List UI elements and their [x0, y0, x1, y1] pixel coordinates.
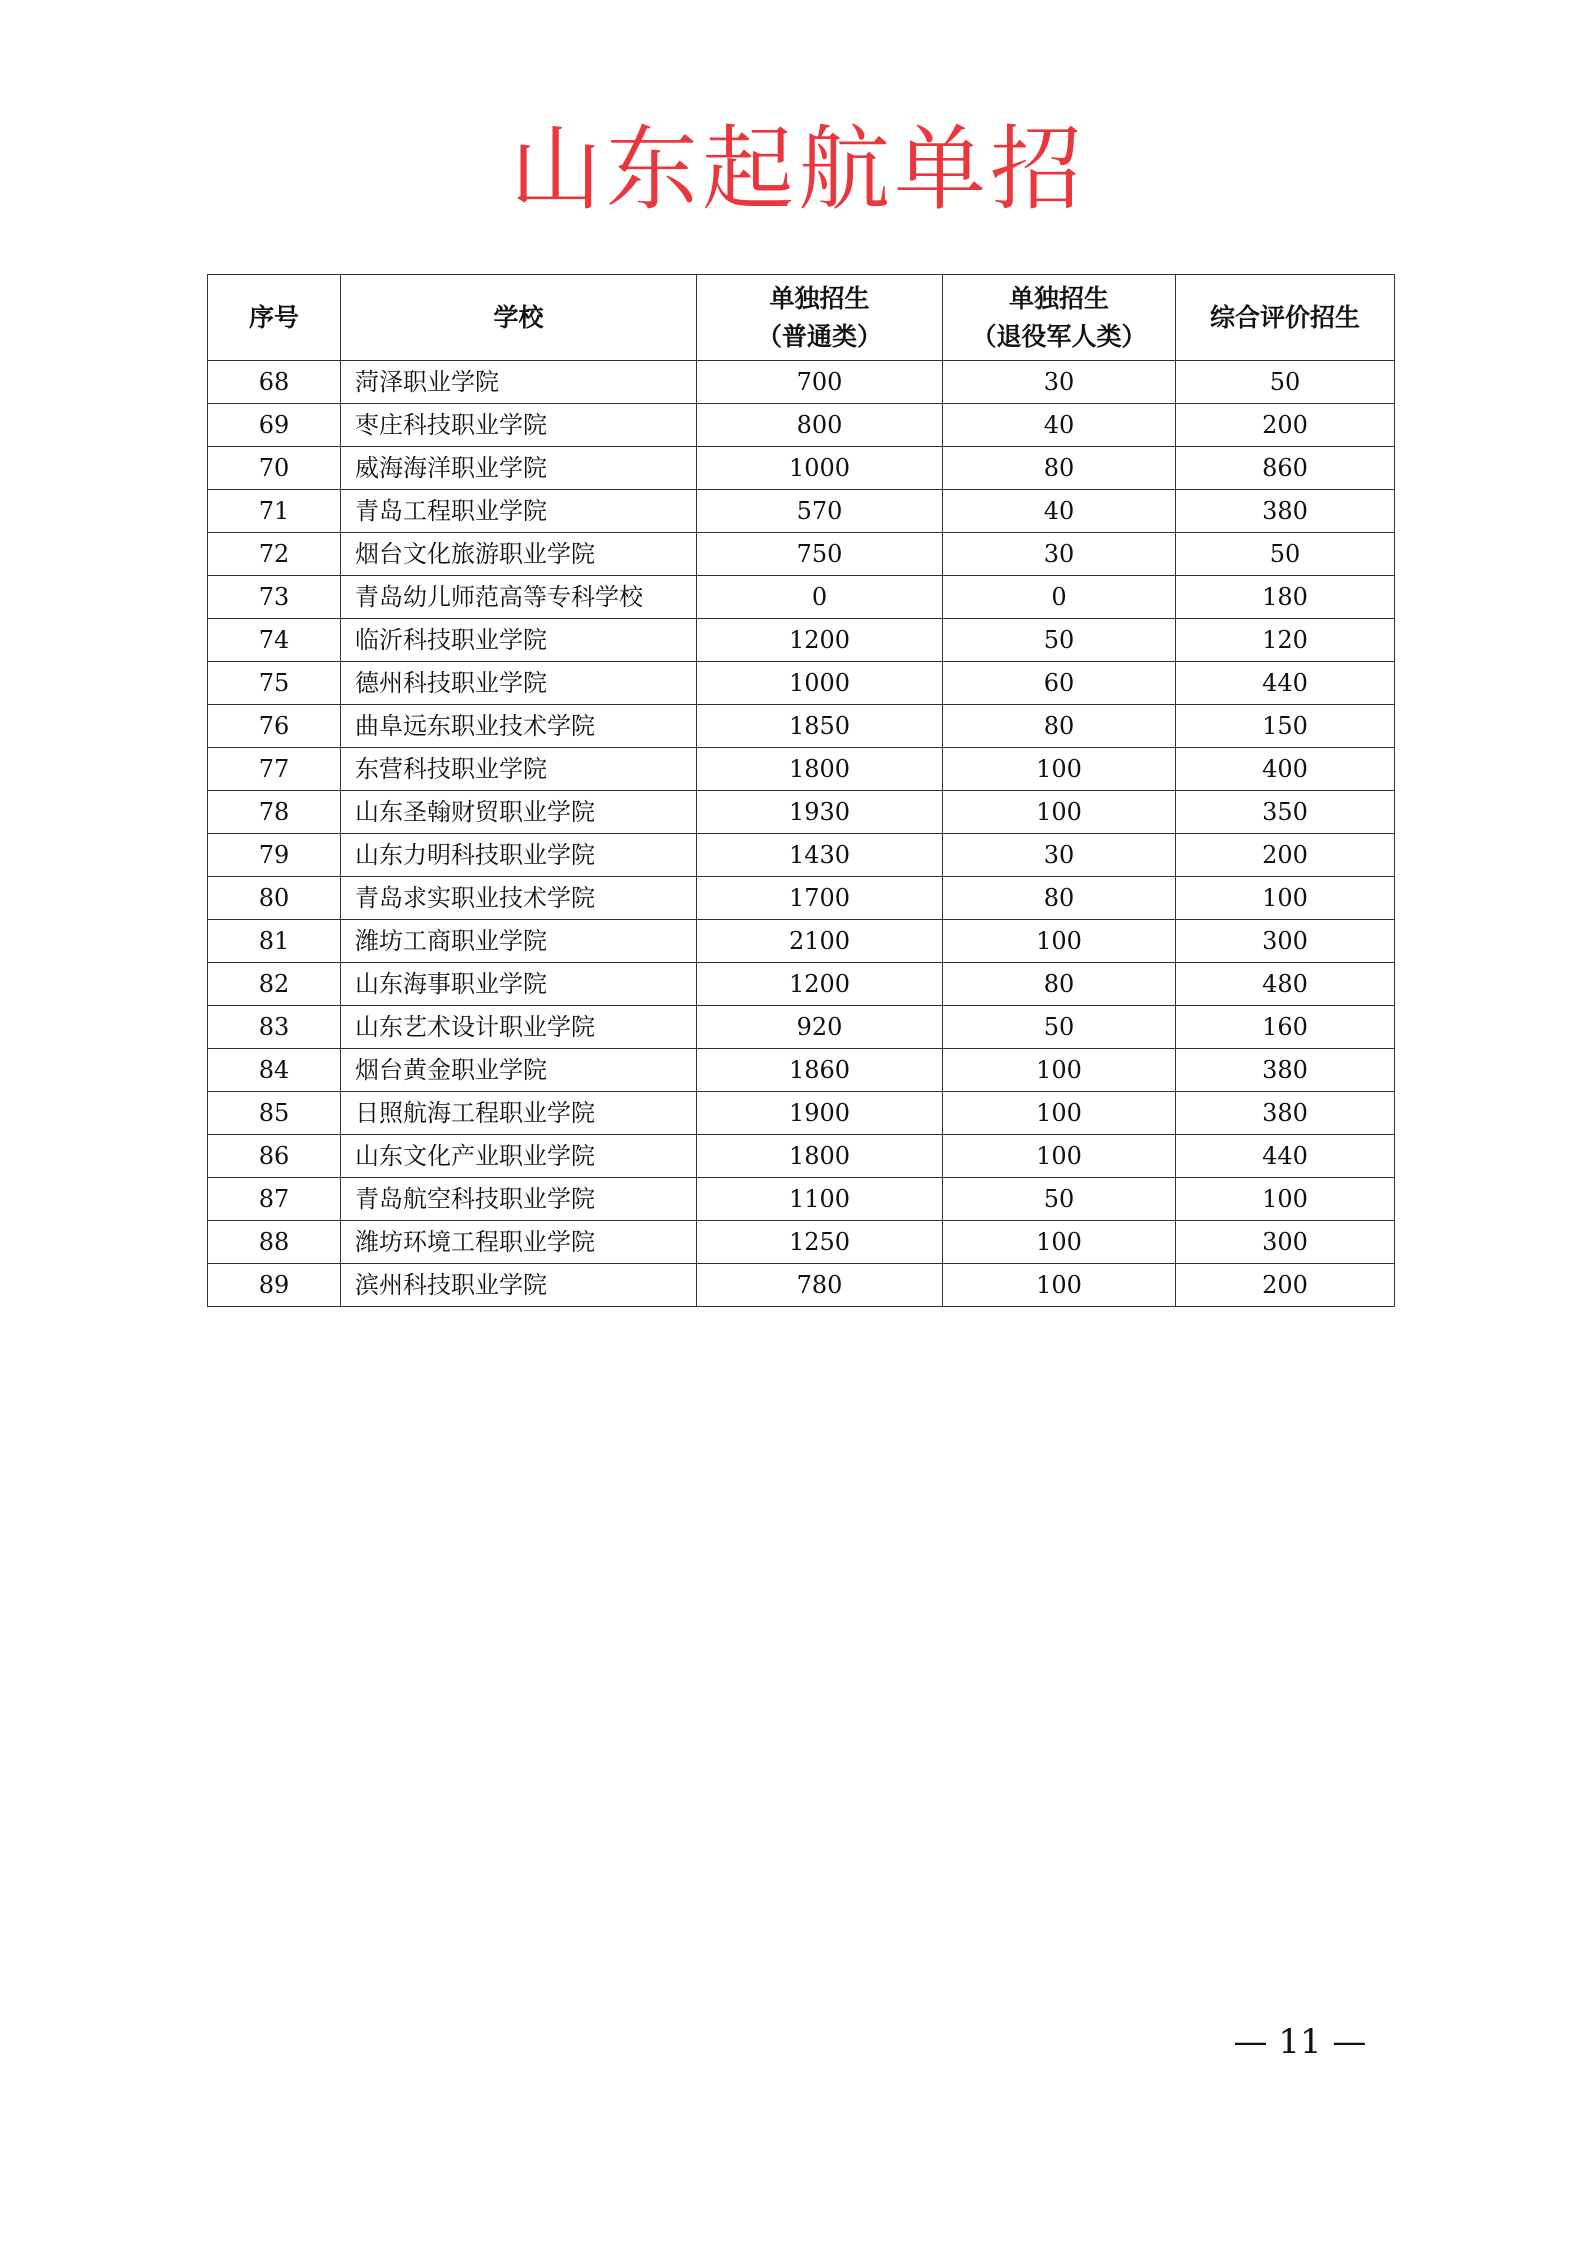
cell-single-general: 1000	[697, 447, 943, 490]
cell-single-general: 2100	[697, 920, 943, 963]
cell-comprehensive: 200	[1176, 404, 1395, 447]
table-row	[208, 662, 1395, 705]
table-row	[208, 533, 1395, 576]
cell-comprehensive: 180	[1176, 576, 1395, 619]
cell-school: 山东圣翰财贸职业学院	[341, 791, 697, 834]
page-title: 山东起航单招	[509, 116, 1086, 223]
cell-comprehensive: 120	[1176, 619, 1395, 662]
cell-single-general: 780	[697, 1264, 943, 1307]
header-single-general-line1: 单独招生	[769, 283, 870, 313]
cell-school: 烟台黄金职业学院	[341, 1049, 697, 1092]
cell-index: 69	[208, 404, 341, 447]
cell-single-veteran: 80	[943, 705, 1176, 748]
cell-single-general: 1430	[697, 834, 943, 877]
cell-comprehensive: 200	[1176, 1264, 1395, 1307]
cell-single-veteran: 60	[943, 662, 1176, 705]
cell-index: 79	[208, 834, 341, 877]
cell-single-veteran: 100	[943, 1264, 1176, 1307]
table-row	[208, 1221, 1395, 1264]
cell-comprehensive: 50	[1176, 533, 1395, 576]
cell-single-veteran: 100	[943, 1135, 1176, 1178]
cell-single-veteran: 30	[943, 361, 1176, 404]
cell-school: 山东海事职业学院	[341, 963, 697, 1006]
cell-comprehensive: 50	[1176, 361, 1395, 404]
cell-comprehensive: 380	[1176, 1049, 1395, 1092]
table-row	[208, 576, 1395, 619]
cell-single-general: 0	[697, 576, 943, 619]
header-single-general	[697, 275, 943, 361]
cell-single-general: 1100	[697, 1178, 943, 1221]
cell-single-general: 1900	[697, 1092, 943, 1135]
cell-index: 82	[208, 963, 341, 1006]
table-row	[208, 705, 1395, 748]
cell-comprehensive: 100	[1176, 877, 1395, 920]
cell-single-general: 1200	[697, 619, 943, 662]
table-body	[208, 361, 1395, 1307]
cell-single-general: 1800	[697, 1135, 943, 1178]
cell-index: 70	[208, 447, 341, 490]
cell-single-veteran: 80	[943, 447, 1176, 490]
cell-index: 71	[208, 490, 341, 533]
header-single-veteran-line2: （退役军人类）	[971, 321, 1147, 351]
cell-index: 89	[208, 1264, 341, 1307]
table-row	[208, 834, 1395, 877]
cell-single-general: 1860	[697, 1049, 943, 1092]
cell-single-general: 1000	[697, 662, 943, 705]
table-row	[208, 1135, 1395, 1178]
cell-single-veteran: 100	[943, 920, 1176, 963]
cell-school: 滨州科技职业学院	[341, 1264, 697, 1307]
cell-index: 77	[208, 748, 341, 791]
cell-index: 72	[208, 533, 341, 576]
table-row	[208, 1049, 1395, 1092]
cell-index: 87	[208, 1178, 341, 1221]
cell-single-general: 1250	[697, 1221, 943, 1264]
cell-single-general: 1800	[697, 748, 943, 791]
cell-comprehensive: 480	[1176, 963, 1395, 1006]
cell-single-veteran: 100	[943, 1092, 1176, 1135]
cell-single-general: 1930	[697, 791, 943, 834]
cell-school: 枣庄科技职业学院	[341, 404, 697, 447]
table-row	[208, 748, 1395, 791]
cell-index: 81	[208, 920, 341, 963]
cell-school: 德州科技职业学院	[341, 662, 697, 705]
cell-single-veteran: 80	[943, 877, 1176, 920]
cell-school: 日照航海工程职业学院	[341, 1092, 697, 1135]
cell-comprehensive: 860	[1176, 447, 1395, 490]
cell-index: 74	[208, 619, 341, 662]
cell-school: 青岛航空科技职业学院	[341, 1178, 697, 1221]
cell-school: 威海海洋职业学院	[341, 447, 697, 490]
cell-school: 临沂科技职业学院	[341, 619, 697, 662]
table-row	[208, 920, 1395, 963]
cell-comprehensive: 200	[1176, 834, 1395, 877]
cell-school: 山东文化产业职业学院	[341, 1135, 697, 1178]
cell-comprehensive: 380	[1176, 1092, 1395, 1135]
cell-single-veteran: 100	[943, 1049, 1176, 1092]
cell-comprehensive: 380	[1176, 490, 1395, 533]
table-row	[208, 404, 1395, 447]
table-row	[208, 1264, 1395, 1307]
cell-school: 东营科技职业学院	[341, 748, 697, 791]
cell-index: 78	[208, 791, 341, 834]
cell-comprehensive: 150	[1176, 705, 1395, 748]
table-row	[208, 490, 1395, 533]
table-row	[208, 619, 1395, 662]
cell-single-general: 1200	[697, 963, 943, 1006]
header-single-veteran-line1: 单独招生	[1008, 283, 1109, 313]
header-single-general-line2: （普通类）	[756, 321, 882, 351]
cell-single-veteran: 100	[943, 791, 1176, 834]
cell-single-veteran: 100	[943, 1221, 1176, 1264]
table-row	[208, 447, 1395, 490]
table-row	[208, 1178, 1395, 1221]
cell-school: 潍坊环境工程职业学院	[341, 1221, 697, 1264]
cell-school: 烟台文化旅游职业学院	[341, 533, 697, 576]
cell-comprehensive: 300	[1176, 920, 1395, 963]
cell-school: 山东艺术设计职业学院	[341, 1006, 697, 1049]
cell-comprehensive: 300	[1176, 1221, 1395, 1264]
cell-index: 85	[208, 1092, 341, 1135]
cell-single-general: 1850	[697, 705, 943, 748]
cell-single-general: 1700	[697, 877, 943, 920]
cell-school: 青岛幼儿师范高等专科学校	[341, 576, 697, 619]
cell-single-veteran: 50	[943, 1178, 1176, 1221]
cell-comprehensive: 160	[1176, 1006, 1395, 1049]
cell-single-veteran: 50	[943, 619, 1176, 662]
cell-single-veteran: 100	[943, 748, 1176, 791]
cell-index: 68	[208, 361, 341, 404]
cell-single-veteran: 80	[943, 963, 1176, 1006]
cell-single-veteran: 40	[943, 404, 1176, 447]
table-row	[208, 877, 1395, 920]
cell-school: 山东力明科技职业学院	[341, 834, 697, 877]
cell-index: 88	[208, 1221, 341, 1264]
cell-comprehensive: 440	[1176, 662, 1395, 705]
cell-index: 80	[208, 877, 341, 920]
cell-index: 76	[208, 705, 341, 748]
table-row	[208, 361, 1395, 404]
header-comprehensive: 综合评价招生	[1176, 275, 1395, 361]
header-school: 学校	[341, 275, 697, 361]
cell-single-veteran: 0	[943, 576, 1176, 619]
table-row	[208, 963, 1395, 1006]
cell-single-veteran: 40	[943, 490, 1176, 533]
cell-school: 曲阜远东职业技术学院	[341, 705, 697, 748]
cell-comprehensive: 400	[1176, 748, 1395, 791]
cell-comprehensive: 100	[1176, 1178, 1395, 1221]
cell-comprehensive: 350	[1176, 791, 1395, 834]
cell-school: 青岛工程职业学院	[341, 490, 697, 533]
cell-index: 84	[208, 1049, 341, 1092]
enrollment-table	[207, 274, 1395, 1307]
cell-single-general: 700	[697, 361, 943, 404]
cell-index: 83	[208, 1006, 341, 1049]
cell-index: 73	[208, 576, 341, 619]
header-index: 序号	[208, 275, 341, 361]
table-row	[208, 1006, 1395, 1049]
header-row	[208, 275, 1395, 361]
cell-single-veteran: 30	[943, 533, 1176, 576]
table-row	[208, 791, 1395, 834]
table-header	[208, 275, 1395, 361]
page-number: — 11 —	[1233, 2022, 1367, 2062]
cell-single-general: 920	[697, 1006, 943, 1049]
cell-comprehensive: 440	[1176, 1135, 1395, 1178]
table-row	[208, 1092, 1395, 1135]
cell-single-general: 800	[697, 404, 943, 447]
header-single-veteran	[943, 275, 1176, 361]
cell-index: 75	[208, 662, 341, 705]
cell-index: 86	[208, 1135, 341, 1178]
cell-single-veteran: 30	[943, 834, 1176, 877]
cell-single-general: 570	[697, 490, 943, 533]
cell-school: 潍坊工商职业学院	[341, 920, 697, 963]
cell-school: 青岛求实职业技术学院	[341, 877, 697, 920]
cell-single-general: 750	[697, 533, 943, 576]
cell-single-veteran: 50	[943, 1006, 1176, 1049]
cell-school: 菏泽职业学院	[341, 361, 697, 404]
